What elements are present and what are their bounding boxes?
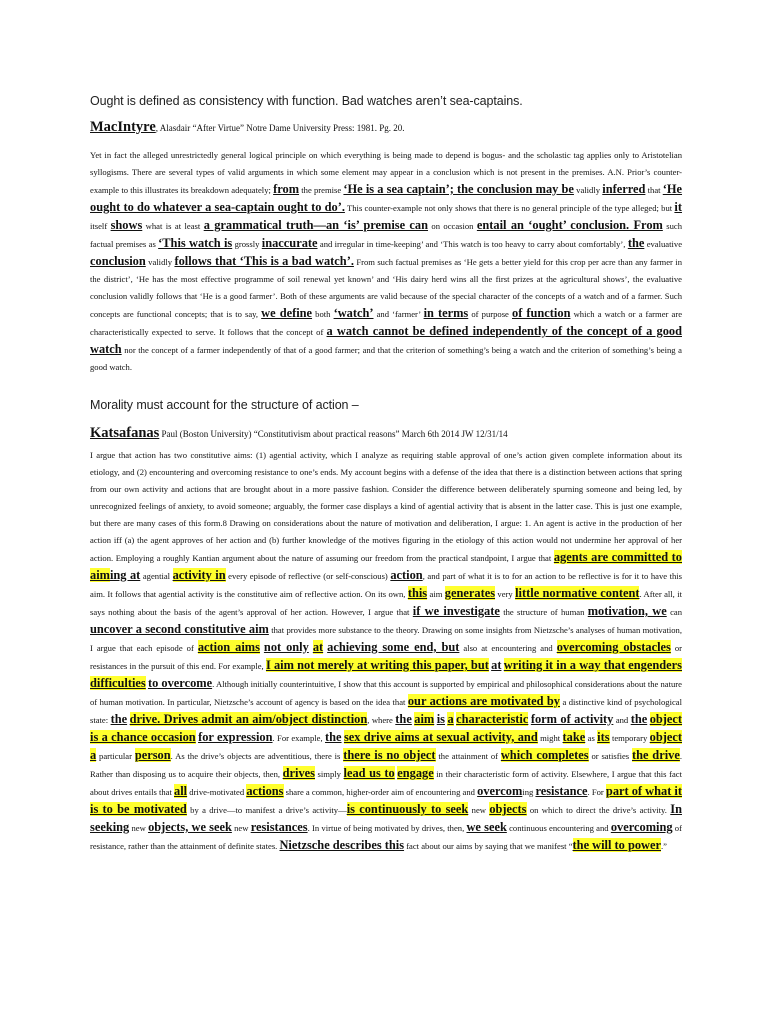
underlined-text: of function — [512, 306, 571, 320]
body-text: .” — [661, 841, 667, 851]
underlined-text: engage — [397, 766, 434, 780]
underlined-text: shows — [110, 218, 143, 232]
underlined-text: we seek — [466, 820, 507, 834]
underlined-text: follows that ‘This is a bad watch’. — [174, 254, 354, 268]
underlined-text: our actions are motivated by — [407, 694, 561, 708]
body-text: itself — [90, 221, 111, 231]
body-text: the premise — [299, 185, 344, 195]
underlined-text: characteristic — [456, 712, 529, 726]
body-text: and ‘farmer’ — [373, 309, 424, 319]
underlined-text: the will to power — [572, 838, 661, 852]
underlined-text: part of what it is to be motivated — [90, 784, 682, 816]
tag-heading-1: Ought is defined as consistency with function. Bad watches aren’t sea-captains. — [90, 94, 523, 108]
underlined-text: inferred — [602, 182, 646, 196]
body-text: might — [537, 733, 563, 743]
body-text: in their characteristic form of activity. Elsewhere, I argue that this fact about drives entails that — [90, 769, 682, 797]
underlined-text: all — [174, 784, 188, 798]
body-text: . For example, — [272, 733, 326, 743]
underlined-text: for expression — [198, 730, 273, 744]
underlined-text: generates — [444, 586, 496, 600]
underlined-text: its — [597, 730, 610, 744]
underlined-text: writing it in a way that engenders difficulties — [90, 658, 682, 690]
underlined-text: resistance — [535, 784, 588, 798]
body-text: on which to direct the drive’s activity. — [526, 805, 671, 815]
underlined-text: a — [447, 712, 454, 726]
body-text: new — [129, 823, 149, 833]
body-text: . For — [587, 787, 606, 797]
body-text: aim — [427, 589, 445, 599]
underlined-text: entail an ‘ought’ conclusion. From — [476, 218, 663, 232]
underlined-text: action — [390, 568, 423, 582]
underlined-text: person — [134, 748, 171, 762]
body-text: also at encountering and — [459, 643, 557, 653]
body-text: . As the drive’s objects are adventitious, there is — [170, 751, 344, 761]
body-text: validly — [145, 257, 175, 267]
body-text: that — [645, 185, 663, 195]
body-text: a distinctive kind of psychological state: — [90, 697, 683, 725]
body-text: as — [585, 733, 598, 743]
body-text: very — [495, 589, 516, 599]
author-name-2: Katsafanas — [90, 425, 160, 441]
underlined-text: ‘This watch is — [158, 236, 233, 250]
body-text: of purpose — [468, 309, 512, 319]
underlined-text: Nietzsche describes this — [279, 838, 405, 852]
underlined-text: take — [562, 730, 586, 744]
underlined-text: form of activity — [530, 712, 614, 726]
body-text: nor the concept of a farmer independently of that of a good farmer; and that the criterion of something’s being a watch and the criterion of something’s being a good watch. — [90, 345, 682, 372]
body-text: continuous encountering and — [506, 823, 611, 833]
underlined-text: uncover a second constitutive aim — [90, 622, 269, 636]
body-text: or satisfies — [588, 751, 632, 761]
underlined-text: a watch cannot be defined independently of the concept of a good watch — [90, 324, 682, 356]
underlined-text: this — [407, 586, 428, 600]
underlined-text: we define — [261, 306, 313, 320]
underlined-text: achieving some end, but — [327, 640, 460, 654]
underlined-text: the — [110, 712, 128, 726]
body-text: From such factual premises as ‘He gets a better yield for this crop per acre than any farmer in the district’, ‘He has the most effective programme of soil renewal yet known’ and ‘His dairy herd wins all the first prizes at the agricultural shows’, the evaluative conclusion validly follows that ‘He is a good farmer’. Both of these arguments are valid because of the special character of the concepts of a watch and of a farmer. Such concepts are functional concepts; that is to say, — [90, 257, 682, 319]
underlined-text: action aims — [197, 640, 260, 654]
citation-details-1: , Alasdair “After Virtue” Notre Dame University Press: 1981. Pg. 20. — [155, 123, 405, 133]
citation-2 — [90, 426, 508, 441]
underlined-text: at — [491, 658, 502, 672]
underlined-text: ing at — [109, 568, 141, 582]
underlined-text: ‘He ought to do whatever a sea-captain ought to do’. — [90, 182, 683, 214]
body-text: the structure of human — [499, 607, 588, 617]
underlined-text: ‘He is a sea captain’; the conclusion may be — [343, 182, 574, 196]
underlined-text: drive. Drives admit an aim/object distinction — [129, 712, 368, 726]
underlined-text: is continuously to seek — [346, 802, 469, 816]
underlined-text: the drive — [632, 748, 680, 762]
body-text: . After all, it says nothing about the basis of the agent’s approval of her action. However, I argue that — [90, 589, 682, 617]
body-text: ing — [522, 787, 536, 797]
underlined-text: I aim not merely at writing this paper, but — [265, 658, 489, 672]
body-text: temporary — [609, 733, 650, 743]
underlined-text: which completes — [500, 748, 589, 762]
body-text: both — [312, 309, 334, 319]
author-name-1: MacIntyre — [90, 119, 156, 135]
underlined-text: actions — [246, 784, 284, 798]
underlined-text: overcoming obstacles — [556, 640, 671, 654]
underlined-text: In seeking — [90, 802, 682, 834]
underlined-text: if we investigate — [412, 604, 500, 618]
underlined-text: ‘watch’ — [333, 306, 374, 320]
underlined-text: there is no object — [343, 748, 436, 762]
body-text: . Rather than disposing us to acquire their objects, then, — [90, 751, 682, 779]
underlined-text: aim — [90, 568, 110, 582]
body-text: what is at least — [142, 221, 204, 231]
card-body-1 — [90, 147, 682, 376]
body-text: and irregular in time-keeping’ and ‘This watch is too heavy to carry about comfortably’, — [317, 239, 628, 249]
underlined-text: activity in — [172, 568, 226, 582]
body-text: such factual premises as — [90, 221, 682, 249]
body-text: evaluative — [644, 239, 683, 249]
body-text: can — [666, 607, 682, 617]
body-text: every episode of reflective (or self-conscious) — [225, 571, 391, 581]
underlined-text: object is a chance occasion — [90, 712, 683, 744]
body-text: Yet in fact the alleged unrestrictedly general logical principle on which everything is being made to depend is bogus- and the scholastic tag applies only to Aristotelian syllogisms. There are several types of valid arguments in which some element may appear in a conclusion which is not present in the premises. A.N. Prior’s counter-example to this illustrates its breakdown adequately; — [90, 150, 682, 195]
underlined-text: drives — [282, 766, 315, 780]
body-text: , where — [367, 715, 396, 725]
body-text: . Although initially counterintuitive, I show that this account is supported by empirical and philosophical considerations about the nature of human motivation. In particular, Nietzsche’s account of agency is based on the idea that — [90, 679, 682, 707]
underlined-text: a grammatical truth—an ‘is’ premise can — [203, 218, 429, 232]
underlined-text: the — [627, 236, 645, 250]
underlined-text: it — [674, 200, 682, 214]
body-text: that provides more substance to the theory. Drawing on some insights from Nietzsche’s analyses of human motivation, I argue that each episode of — [90, 625, 682, 653]
card-body-2 — [90, 447, 682, 855]
body-text: agential — [140, 571, 173, 581]
body-text: which a watch or a farmer are characteristically expected to serve. It follows that the concept of — [90, 309, 683, 337]
body-text: or resistances in the pursuit of this end. For example, — [90, 643, 683, 671]
underlined-text: inaccurate — [261, 236, 318, 250]
body-text: grossly — [232, 239, 262, 249]
underlined-text: overcom — [477, 784, 523, 798]
body-text: simply — [314, 769, 344, 779]
underlined-text: the — [325, 730, 342, 744]
underlined-text: objects, we seek — [148, 820, 232, 834]
underlined-text: motivation, we — [587, 604, 667, 618]
body-text: drive-motivated — [187, 787, 247, 797]
underlined-text: to overcome — [147, 676, 213, 690]
underlined-text: conclusion — [90, 254, 146, 268]
body-text: by a drive—to manifest a drive’s activity— — [186, 805, 347, 815]
tag-heading-2: Morality must account for the structure of action – — [90, 398, 359, 412]
underlined-text: object a — [90, 730, 682, 762]
underlined-text: the — [630, 712, 648, 726]
underlined-text: overcoming — [610, 820, 673, 834]
underlined-text: agents are committed to — [553, 550, 682, 564]
underlined-text: in terms — [423, 306, 469, 320]
body-text: validly — [573, 185, 603, 195]
underlined-text: at — [312, 640, 324, 654]
underlined-text: aim — [414, 712, 435, 726]
underlined-text: little normative content — [515, 586, 640, 600]
underlined-text: sex drive aims at sexual activity, and — [343, 730, 538, 744]
body-text: new — [468, 805, 490, 815]
body-text: . In virtue of being motivated by drives, then, — [307, 823, 467, 833]
body-text: particular — [96, 751, 135, 761]
body-text: share a common, higher-order aim of encountering and — [283, 787, 478, 797]
body-text: , and part of what it is to for an action to be reflective is for it to have this aim. It follows that agential activity is the constitutive aim of reflective action. On its own, — [90, 571, 683, 599]
body-text: the attainment of — [435, 751, 501, 761]
body-text: on occasion — [428, 221, 477, 231]
citation-details-2: Paul (Boston University) “Constitutivism about practical reasons” March 6th 2014 JW 12/31/14 — [159, 429, 508, 439]
citation-1 — [90, 120, 405, 135]
underlined-text: not only — [263, 640, 309, 654]
underlined-text: from — [273, 182, 300, 196]
body-text: of resistance, rather than the attainment of definite states. — [90, 823, 682, 851]
underlined-text: lead us to — [343, 766, 395, 780]
underlined-text: resistances — [250, 820, 308, 834]
underlined-text: the — [395, 712, 412, 726]
body-text: new — [231, 823, 251, 833]
body-text: fact about our aims by saying that we manifest “ — [404, 841, 573, 851]
body-text: and — [613, 715, 631, 725]
underlined-text: objects — [489, 802, 527, 816]
underlined-text: is — [436, 712, 445, 726]
body-text: I argue that action has two constitutive aims: (1) agential activity, which I analyze as requiring stable approval of one’s action given complete information about its etiology, and (2) encountering and overcoming resistance to one’s ends. My account begins with a defense of the idea that there is a distinction between actions that spring from our own activity and actions that are brought about in a more passive fashion. Consider the difference between deliberately spurning someone and being led, by unrecognized feelings of anxiety, to avoid someone; arguably, the former case displays a kind of agential activity that is absent in the latter case. This is just one example, but there are many cases of this form.8 Drawing on considerations about the nature of motivation and deliberation, I argue: 1. An agent is active in the production of her action iff (a) the agent approves of her action and (b) further knowledge of the motives figuring in the etiology of this action would not undermine her approval of her action. Employing a roughly Kantian argument about the nature of assuming our freedom from the practical standpoint, I argue that — [90, 450, 682, 563]
body-text: This counter-example not only shows that there is no general principle of the type alleged; but — [344, 203, 675, 213]
